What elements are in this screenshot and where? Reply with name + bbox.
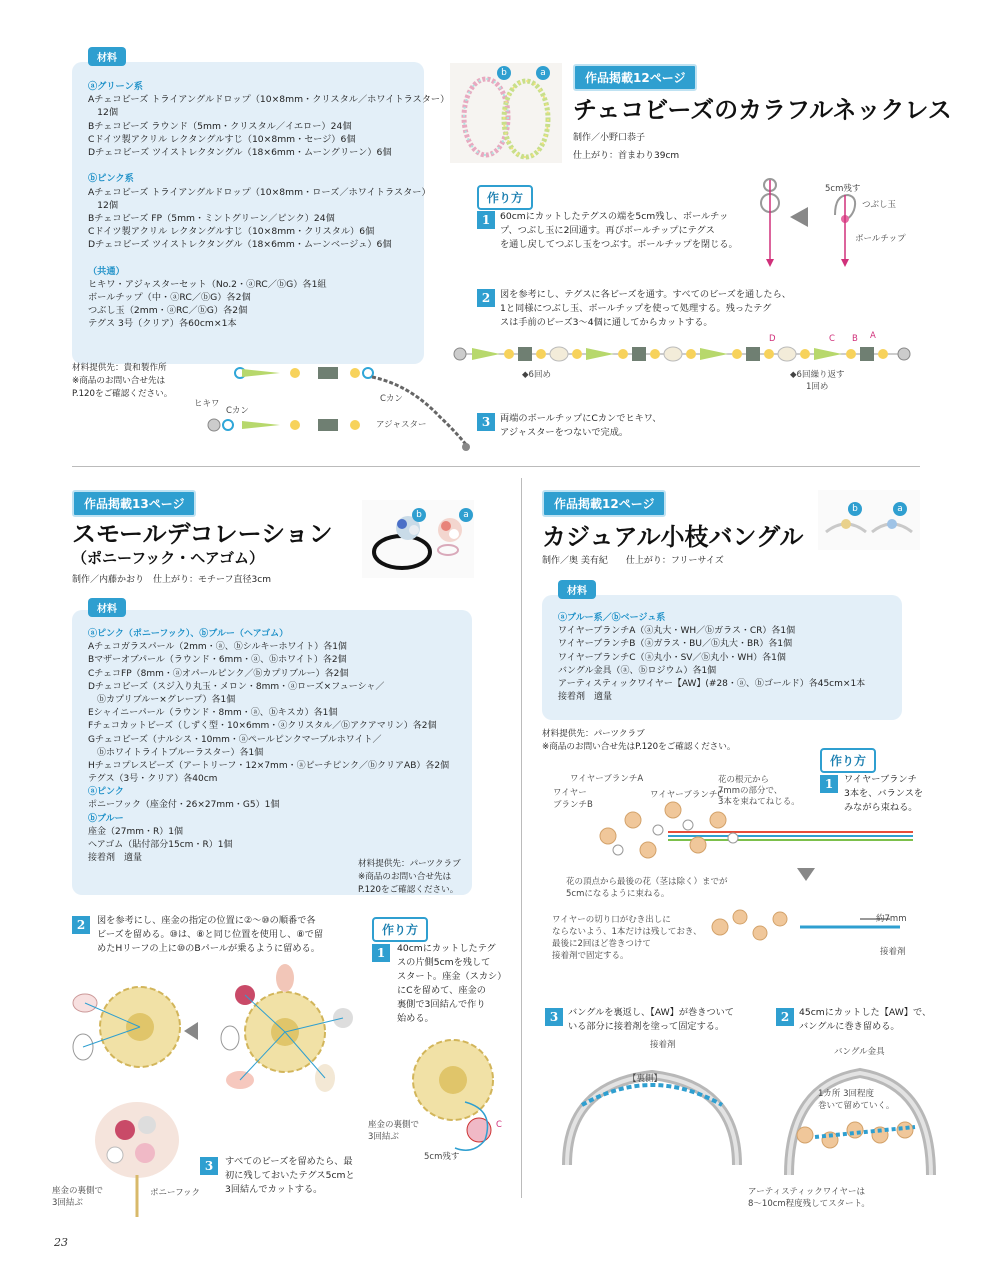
strand-bead <box>732 349 742 359</box>
material-line: ⓑブルー <box>88 813 124 824</box>
deco-howto-tag: 作り方 <box>372 917 428 942</box>
supplier-line: P.120をご確認ください。 <box>358 885 459 896</box>
strand-bead <box>860 347 874 361</box>
bangle-step2-num: 2 <box>776 1008 794 1026</box>
material-line: ⓑホワイトライトブルーラスター）各1個 <box>88 747 264 758</box>
material-line: テグス（3号・クリア）各40cm <box>88 774 218 785</box>
supplier-line: ※商品のお問い合せ先はP.120をご確認ください。 <box>542 742 736 753</box>
step-line: 1と同様につぶし玉、ボールチップを使って処理する。残ったテグ <box>500 303 772 314</box>
necklace-label-hikiwa: ヒキワ <box>194 399 220 409</box>
strand-bead <box>518 347 532 361</box>
step-line: を通し戻してつぶし玉をつぶす。ボールチップを閉じる。 <box>500 239 738 250</box>
bangle-front-diagram <box>775 1045 945 1185</box>
deco-label-c: C <box>496 1120 502 1130</box>
step-line: バングルに巻き留める。 <box>799 1021 900 1032</box>
bangle-howto-tag: 作り方 <box>820 748 876 773</box>
necklace-label-b: B <box>852 334 858 344</box>
material-line: ヒキワ・アジャスターセット（No.2・ⓐRC／ⓑG）各1組 <box>88 278 327 290</box>
necklace-badge-b: b <box>497 66 511 80</box>
step-line: バングルを裏返し、【AW】が巻きついて <box>568 1007 734 1018</box>
bangle-page-tag: 作品掲載12ページ <box>542 490 666 517</box>
step-line: 3本を、バランスを <box>844 788 924 799</box>
material-line: ⓐグリーン系 <box>88 81 143 92</box>
material-line: ⓐピンク（ポニーフック）、ⓑブルー（ヘアゴム） <box>88 629 289 639</box>
bangle-step3-text <box>568 1006 734 1034</box>
bangle-materials-list <box>558 612 865 704</box>
material-line: Fチェコカットビーズ（しずく型・10×6mm・ⓐクリスタル／ⓑアクアマリン）各2個 <box>88 721 437 732</box>
bangle-label-glue: 接着剤 <box>880 947 906 957</box>
supplier-line: 材料提供先：パーツクラブ <box>542 729 645 739</box>
deco-step1-text <box>397 942 506 1026</box>
bangle-badge-a: a <box>893 502 907 516</box>
material-line: ⓑピンク系 <box>88 173 134 185</box>
strand-bead <box>632 347 646 361</box>
step-line: すべてのビーズを留めたら、最 <box>225 1156 353 1167</box>
bangle-down-arrow-icon <box>797 868 815 881</box>
material-line: ポニーフック（座金付・26×27mm・G5）1個 <box>88 800 280 811</box>
deco-flower-diagram-left <box>55 975 190 1085</box>
necklace-materials-tag: 材料 <box>88 47 126 66</box>
strand-bead <box>846 349 856 359</box>
necklace-label-crimp: つぶし玉 <box>862 200 897 210</box>
material-line: Bチェコビーズ ラウンド（5mm・クリスタル／イエロー）24個 <box>88 120 352 132</box>
deco-materials-list <box>88 628 449 865</box>
strand-bead <box>536 349 546 359</box>
bangle-photo <box>818 490 920 550</box>
necklace-credit: 制作／小野口恭子 <box>573 133 646 143</box>
bangle-step2-text <box>799 1006 931 1034</box>
deco-step2-text <box>97 914 323 956</box>
necklace-label-a: A <box>870 331 876 341</box>
bangle-label-branch-b: ワイヤー ブランチB <box>553 788 593 810</box>
material-line: Dチェコビーズ（スジ入り丸玉・メロン・8mm・ⓐローズ×フューシャ／ <box>88 681 385 692</box>
necklace-label-ckan-right: Cカン <box>380 394 403 404</box>
step-line: 両端のボールチップにCカンでヒキワ、 <box>500 413 662 424</box>
material-line: Aチェコガラスパール（2mm・ⓐ、ⓑシルキーホワイト）各1個 <box>88 642 347 653</box>
supplier-line: ※商品のお問い合せ先は <box>358 872 452 883</box>
material-line: ワイヤーブランチB（ⓐガラス・BU／ⓑ丸大・BR）各1個 <box>558 639 793 650</box>
material-line: Eシャイニーパール（ラウンド・8mm・ⓐ、ⓑキスカ）各1個 <box>88 708 338 719</box>
bangle-step1-num: 1 <box>820 775 838 793</box>
deco-arrow-icon <box>184 1022 198 1040</box>
material-line: アーティスティックワイヤー【AW】(#28・ⓐ、ⓑゴールド）各45cm×1本 <box>558 678 866 689</box>
deco-subtitle: （ポニーフック・ヘアゴム） <box>72 549 265 567</box>
material-line <box>88 251 449 264</box>
material-line: バングル金具（ⓐ、ⓑロジウム）各1個 <box>558 665 717 676</box>
necklace-badge-a: a <box>536 66 550 80</box>
deco-materials-tag: 材料 <box>88 598 126 617</box>
material-line: Aチェコビーズ トライアングルドロップ（10×8mm・クリスタル／ホワイトラスター） <box>88 94 450 106</box>
necklace-materials-list <box>88 80 449 331</box>
material-line: Aチェコビーズ トライアングルドロップ（10×8mm・ローズ／ホワイトラスター） <box>88 186 431 198</box>
step-line: 45cmにカットした【AW】で、 <box>799 1007 932 1018</box>
necklace-label-ckan-left: Cカン <box>226 406 249 416</box>
step-line: プ、つぶし玉に2回通す。再びボールチップにテグス <box>500 225 715 236</box>
deco-step3-text <box>225 1155 355 1197</box>
material-line: ⓐピンク <box>88 787 124 798</box>
material-line: ⓑカプリブルー×グレープ）各1個 <box>88 694 236 705</box>
material-line: Dチェコビーズ ツイストレクタングル（18×6mm・ムーンベージュ）6個 <box>88 239 392 251</box>
material-line: Gチェコビーズ（ナルシス・10mm・ⓐペールピンクマーブルホワイト／ <box>88 734 382 745</box>
strand-bead <box>686 349 696 359</box>
material-line: ワイヤーブランチA（ⓐ丸大・WH／ⓑガラス・CR）各1個 <box>558 626 796 637</box>
necklace-label-d: D <box>769 334 776 344</box>
deco-label-5cm: 5cm残す <box>424 1152 460 1162</box>
strand-bead <box>764 349 774 359</box>
deco-page-tag: 作品掲載13ページ <box>72 490 196 517</box>
deco-step1-num: 1 <box>372 944 390 962</box>
strand-bead <box>814 348 842 360</box>
strand-bead <box>700 348 728 360</box>
step-line: 始める。 <box>397 1013 434 1024</box>
material-line: Bチェコビーズ FP（5mm・ミントグリーン／ピンク）24個 <box>88 212 335 224</box>
material-line: （共通） <box>88 265 125 277</box>
bangle-label-7mm: 約7mm <box>876 914 907 924</box>
strand-bead <box>572 349 582 359</box>
bangle-label-tip: 花の頂点から最後の花（茎は除く）までが 5cmになるように束ねる。 <box>566 877 728 899</box>
bangle-label-fitting: バングル金具 <box>834 1047 885 1057</box>
supplier-line: ※商品のお問い合せ先は <box>72 376 166 387</box>
deco-supplier-note <box>358 858 461 898</box>
material-line: 接着剤 適量 <box>88 853 143 864</box>
material-line: 12個 <box>88 199 119 211</box>
deco-label-back-knot: 座金の裏側で 3回結ぶ <box>368 1120 420 1142</box>
step-line: みながら束ねる。 <box>844 802 918 813</box>
bangle-label-cut: ワイヤーの切り口がむき出しに ならないよう、1本だけは残しておき、 最後に2回ほど巻きつけて 接着剤で固定する。 <box>552 915 702 961</box>
strand-bead <box>586 348 614 360</box>
strand-bead <box>800 349 810 359</box>
deco-label-back-knot2: 座金の裏側で 3回結ぶ <box>52 1186 104 1208</box>
strand-bead <box>746 347 760 361</box>
deco-step2-num: 2 <box>72 916 90 934</box>
strand-bead <box>650 349 660 359</box>
bangle-label-back: 【裏側】 <box>628 1074 663 1084</box>
supplier-line: 材料提供先：パーツクラブ <box>358 859 461 869</box>
bangle-label-wrap: 1カ所 3回程度 巻いて留めていく。 <box>818 1089 895 1111</box>
strand-bead <box>472 348 500 360</box>
material-line: Cドイツ製アクリル レクタングルすじ（10×8mm・クリスタル）6個 <box>88 226 375 238</box>
necklace-strand-diagram <box>452 338 912 370</box>
necklace-step1-text <box>500 210 738 252</box>
necklace-label-6th: ◆6回め <box>522 370 551 380</box>
strand-bead <box>550 347 568 361</box>
necklace-label-c: C <box>829 334 835 344</box>
strand-bead <box>778 347 796 361</box>
step-line: スは手前のビーズ3～4個に通してからカットする。 <box>500 317 713 328</box>
step-line: いる部分に接着剤を塗って固定する。 <box>568 1021 725 1032</box>
vertical-divider <box>521 478 522 1198</box>
material-line: つぶし玉（2mm・ⓐRC／ⓑG）各2個 <box>88 305 248 317</box>
bangle-label-glue2: 接着剤 <box>650 1040 676 1050</box>
step-line: 初に残しておいたテグス5cmと <box>225 1170 355 1181</box>
bangle-label-start: アーティスティックワイヤーは 8～10cm程度残してスタート。 <box>748 1187 870 1209</box>
necklace-label-ballchip: ボールチップ <box>855 234 906 244</box>
material-line: Dチェコビーズ ツイストレクタングル（18×6mm・ムーングリーン）6個 <box>88 146 392 158</box>
step-line: 裏側で3回結んで作り <box>397 999 486 1010</box>
deco-flower-diagram-right <box>205 960 365 1105</box>
bangle-back-diagram <box>552 1045 752 1175</box>
necklace-step1-num: 1 <box>477 211 495 229</box>
strand-bead <box>664 347 682 361</box>
bangle-step3-num: 3 <box>545 1008 563 1026</box>
step-line: ワイヤーブランチ <box>844 774 917 785</box>
necklace-step3-num: 3 <box>477 413 495 431</box>
step-line: 40cmにカットしたテグ <box>397 943 496 954</box>
page-number: 23 <box>54 1236 68 1249</box>
necklace-title: チェコビーズのカラフルネックレス <box>573 96 952 124</box>
deco-step3-num: 3 <box>200 1157 218 1175</box>
step-line: ビーズを留める。⑩は、⑧と同じ位置を使用し、⑧で留 <box>97 929 324 940</box>
bangle-label-root: 花の根元から 7mmの部分で、 3本を束ねてねじる。 <box>718 775 800 807</box>
material-line: 12個 <box>88 107 119 119</box>
deco-step1-diagram <box>405 1030 515 1160</box>
step-line: 図を参考にし、テグスに各ビーズを通す。すべてのビーズを通したら、 <box>500 289 791 300</box>
necklace-page-tag: 作品掲載12ページ <box>573 64 697 91</box>
material-line: ワイヤーブランチC（ⓐ丸小・SV／ⓑ丸小・WH）各1個 <box>558 652 786 663</box>
strand-bead <box>618 349 628 359</box>
material-line: ⓐブルー系／ⓑベージュ系 <box>558 613 666 623</box>
bangle-label-branch-a: ワイヤーブランチA <box>570 774 644 784</box>
material-line: 座金（27mm・R）1個 <box>88 826 183 837</box>
necklace-step2-text <box>500 288 791 330</box>
bangle-label-branch-c: ワイヤーブランチC <box>650 790 724 800</box>
necklace-supplier-note <box>72 362 172 402</box>
step-line: アジャスターをつないで完成。 <box>500 427 629 438</box>
deco-credit: 制作／内藤かおり 仕上がり：モチーフ直径3cm <box>72 575 271 585</box>
step-line: 3回結んでカットする。 <box>225 1184 323 1195</box>
necklace-howto-tag: 作り方 <box>477 185 533 210</box>
strand-bead <box>878 349 888 359</box>
step-line: にCを留めて、座金の <box>397 985 486 996</box>
strand-bead <box>504 349 514 359</box>
bangle-materials-tag: 材料 <box>558 580 596 599</box>
step-line: スタート。座金（スカシ） <box>397 971 507 982</box>
necklace-label-5cm: 5cm残す <box>825 184 861 194</box>
step-line: 図を参考にし、座金の指定の位置に②～⑩の順番で各 <box>97 915 316 926</box>
bangle-badge-b: b <box>848 502 862 516</box>
material-line: ボールチップ（中・ⓐRC／ⓑG）各2個 <box>88 292 251 303</box>
necklace-step3-text <box>500 412 661 440</box>
necklace-label-first: 1回め <box>806 382 829 392</box>
necklace-label-adjuster: アジャスター <box>376 420 427 430</box>
step-line: スの片側5cmを残して <box>397 957 491 968</box>
material-line: Bマザーオブパール（ラウンド・6mm・ⓐ、ⓑホワイト）各2個 <box>88 655 347 666</box>
necklace-step2-num: 2 <box>477 289 495 307</box>
deco-badge-a: a <box>459 508 473 522</box>
supplier-line: P.120をご確認ください。 <box>72 389 173 400</box>
material-line: Hチェコプレスビーズ（アートリーフ・12×7mm・ⓐピーチピンク／ⓑクリアAB）各2個 <box>88 760 450 771</box>
supplier-line: 材料提供先：貴和製作所 <box>72 363 167 373</box>
bangle-supplier-note <box>542 728 735 754</box>
material-line <box>88 159 449 172</box>
deco-title: スモールデコレーション <box>72 520 333 548</box>
material-line: 接着剤 適量 <box>558 692 613 703</box>
material-line: CチェコFP（8mm・ⓐオパールピンク／ⓑカプリブルー）各2個 <box>88 668 349 679</box>
horizontal-divider <box>72 466 920 467</box>
deco-badge-b: b <box>412 508 426 522</box>
bangle-credit: 制作／奥 美有紀 仕上がり：フリーサイズ <box>542 556 724 566</box>
step-line: 60cmにカットしたテグスの端を5cm残し、ボールチッ <box>500 211 729 222</box>
material-line: テグス 3号（クリア）各60cm×1本 <box>88 318 237 330</box>
step-line: めたHリーフの上に⑩のBパールが乗るように留める。 <box>97 943 320 954</box>
necklace-size: 仕上がり：首まわり39cm <box>573 151 680 161</box>
material-line: ヘアゴム（貼付部分15cm・R）1個 <box>88 840 233 850</box>
necklace-label-repeat: ◆6回繰り返す <box>790 370 845 380</box>
deco-label-pony: ポニーフック <box>150 1188 200 1198</box>
bangle-title: カジュアル小枝バングル <box>542 523 804 551</box>
material-line: Cドイツ製アクリル レクタングルすじ（10×8mm・セージ）6個 <box>88 133 356 145</box>
